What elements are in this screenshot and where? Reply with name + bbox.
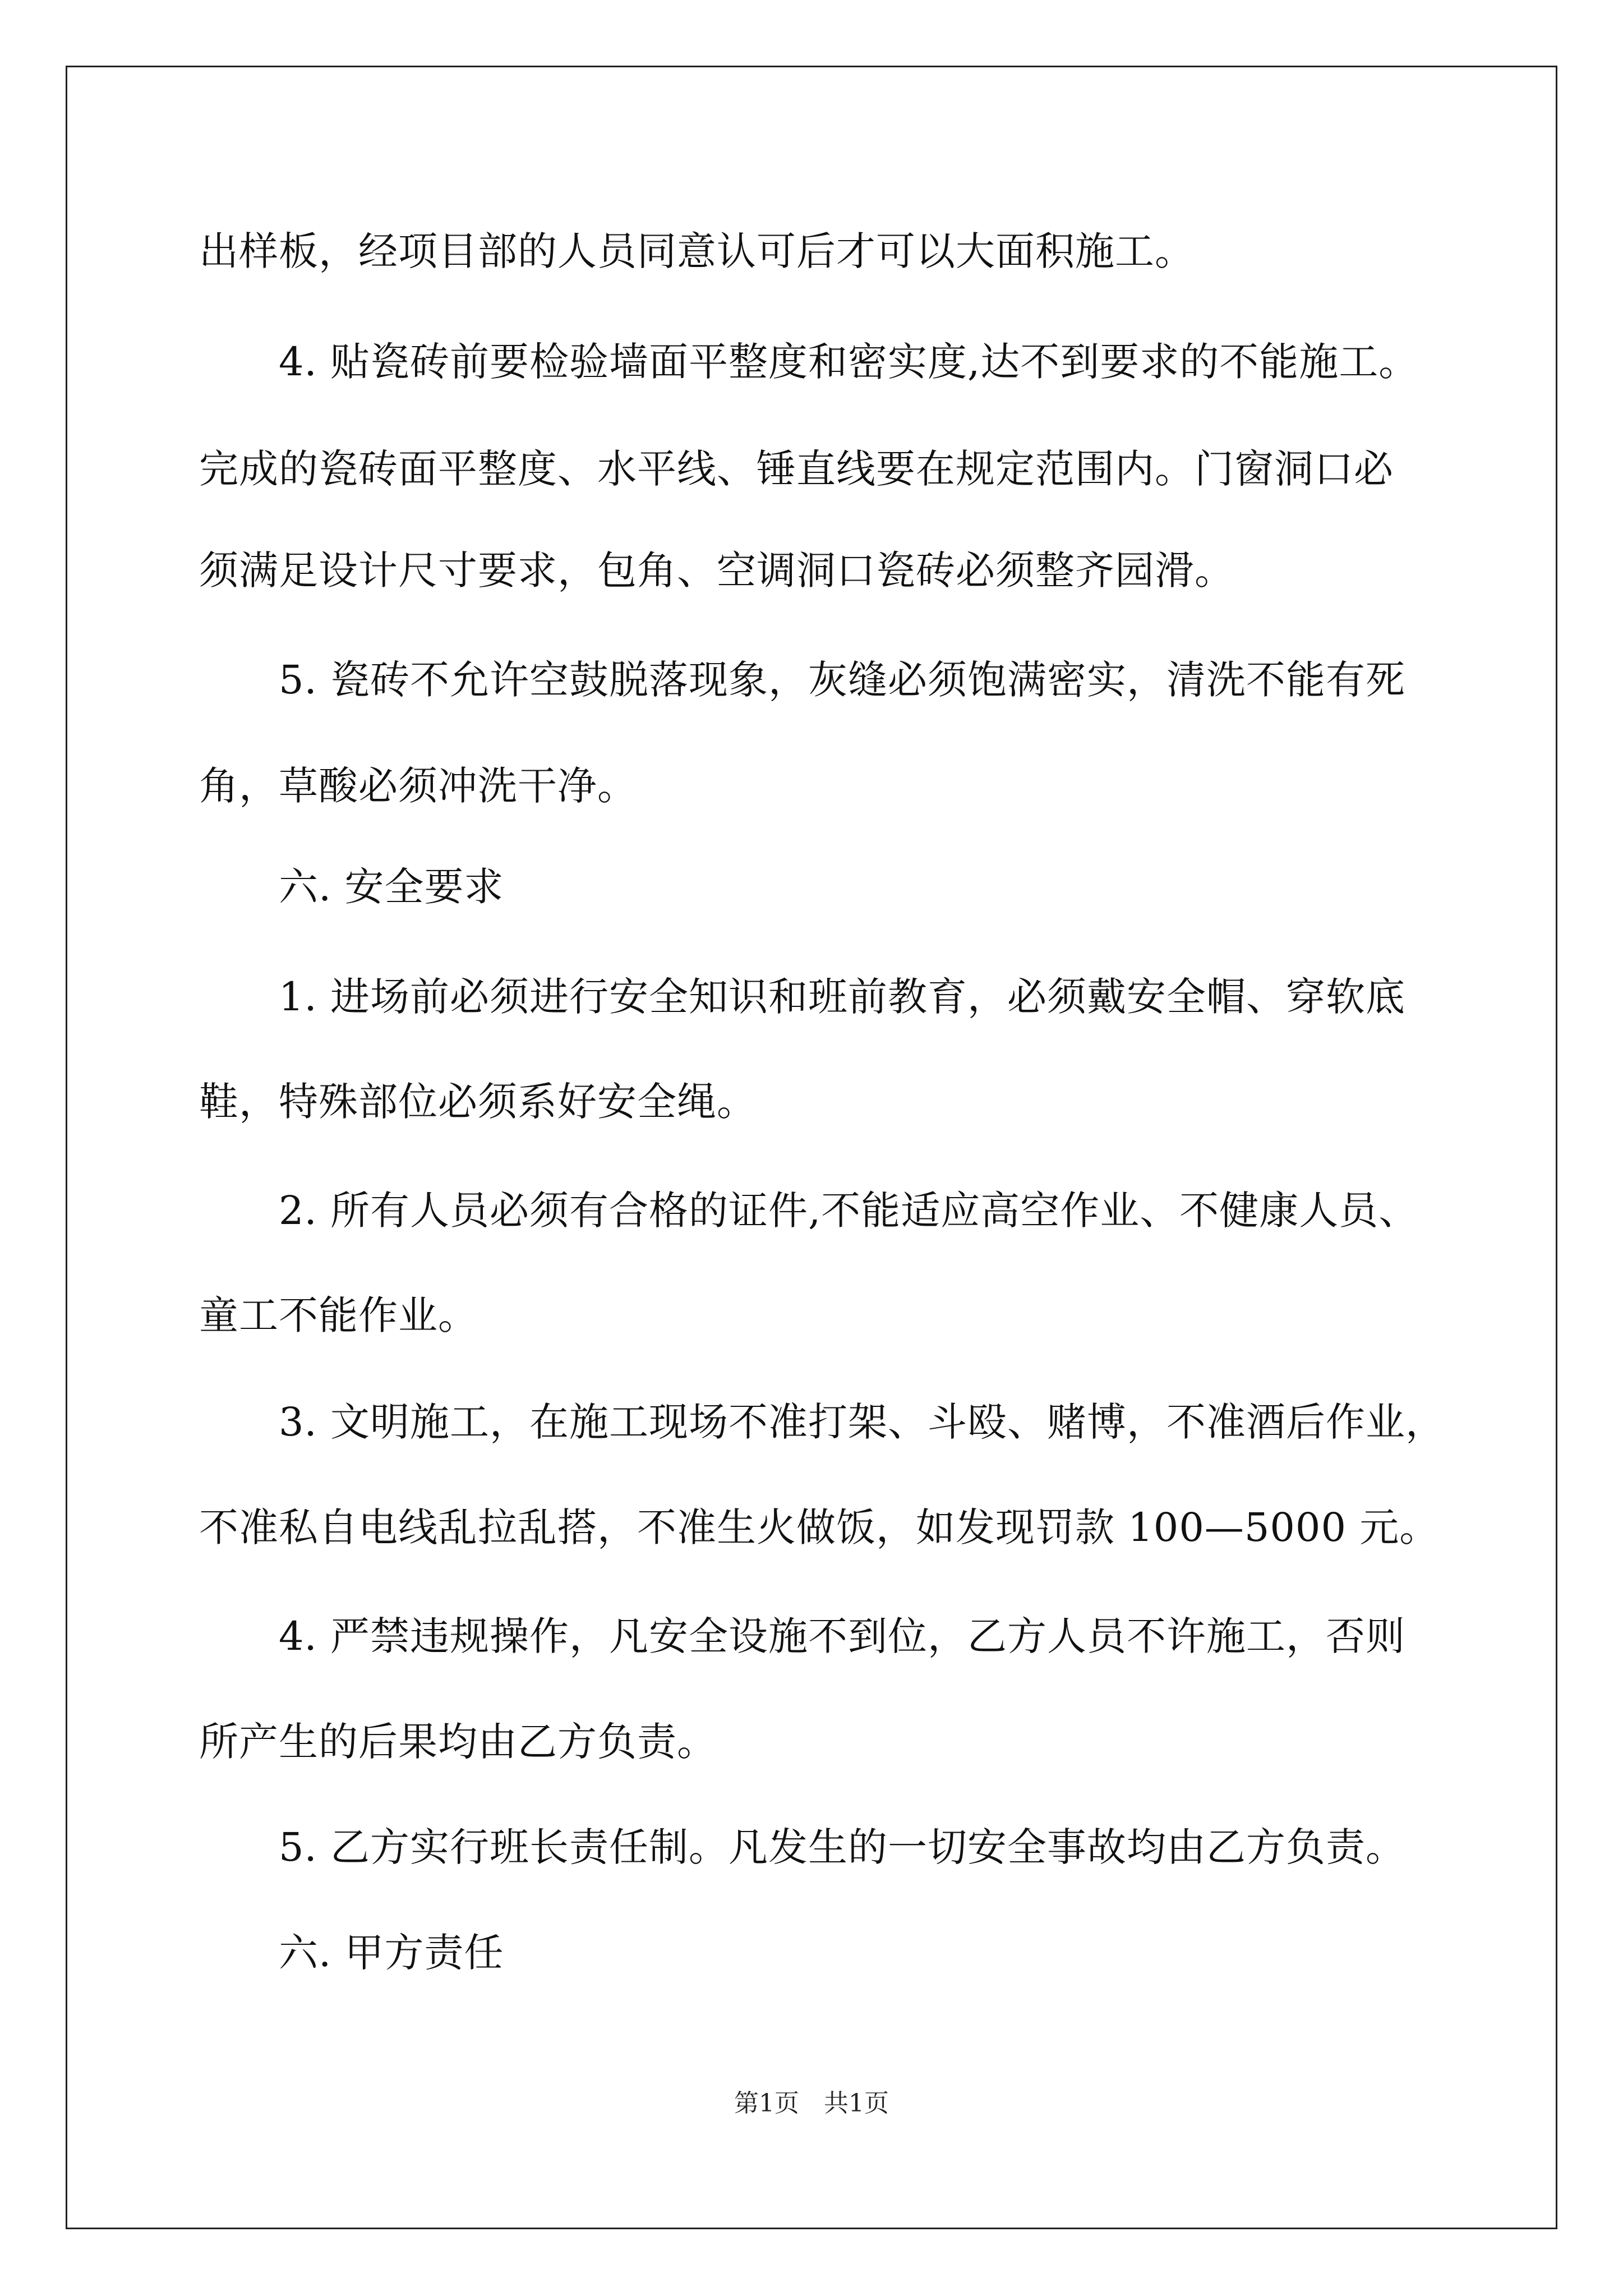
paragraph-line: 4. 严禁违规操作，凡安全设施不到位，乙方人员不许施工，否则	[279, 1613, 1406, 1659]
section-heading: 六. 甲方责任	[279, 1930, 504, 1976]
paragraph-line: 鞋，特殊部位必须系好安全绳。	[199, 1079, 757, 1125]
paragraph-line: 2. 所有人员必须有合格的证件,不能适应高空作业、不健康人员、	[279, 1188, 1419, 1234]
paragraph-line: 完成的瓷砖面平整度、水平线、锤直线要在规定范围内。门窗洞口必	[199, 446, 1394, 492]
paragraph-line: 须满足设计尺寸要求，包角、空调洞口瓷砖必须整齐园滑。	[199, 547, 1234, 593]
paragraph-line: 不准私自电线乱拉乱搭，不准生火做饭，如发现罚款 100—5000 元。	[199, 1504, 1440, 1550]
paragraph-line: 5. 瓷砖不允许空鼓脱落现象，灰缝必须饱满密实，清洗不能有死	[279, 657, 1406, 703]
paragraph-line: 5. 乙方实行班长责任制。凡发生的一切安全事故均由乙方负责。	[279, 1824, 1406, 1870]
paragraph-line: 童工不能作业。	[199, 1292, 478, 1338]
paragraph-line: 出样板，经项目部的人员同意认可后才可以大面积施工。	[199, 228, 1195, 274]
paragraph-line: 角，草酸必须冲洗干净。	[199, 763, 637, 809]
paragraph-line: 1. 进场前必须进行安全知识和班前教育，必须戴安全帽、穿软底	[279, 974, 1406, 1020]
page-border	[66, 66, 1557, 2229]
paragraph-line: 4. 贴瓷砖前要检验墙面平整度和密实度,达不到要求的不能施工。	[279, 339, 1419, 385]
page-footer: 第1页 共1页	[734, 2089, 889, 2118]
paragraph-line: 所产生的后果均由乙方负责。	[199, 1719, 717, 1765]
section-heading: 六. 安全要求	[279, 864, 504, 910]
paragraph-line: 3. 文明施工，在施工现场不准打架、斗殴、赌博，不准酒后作业，	[279, 1399, 1446, 1445]
